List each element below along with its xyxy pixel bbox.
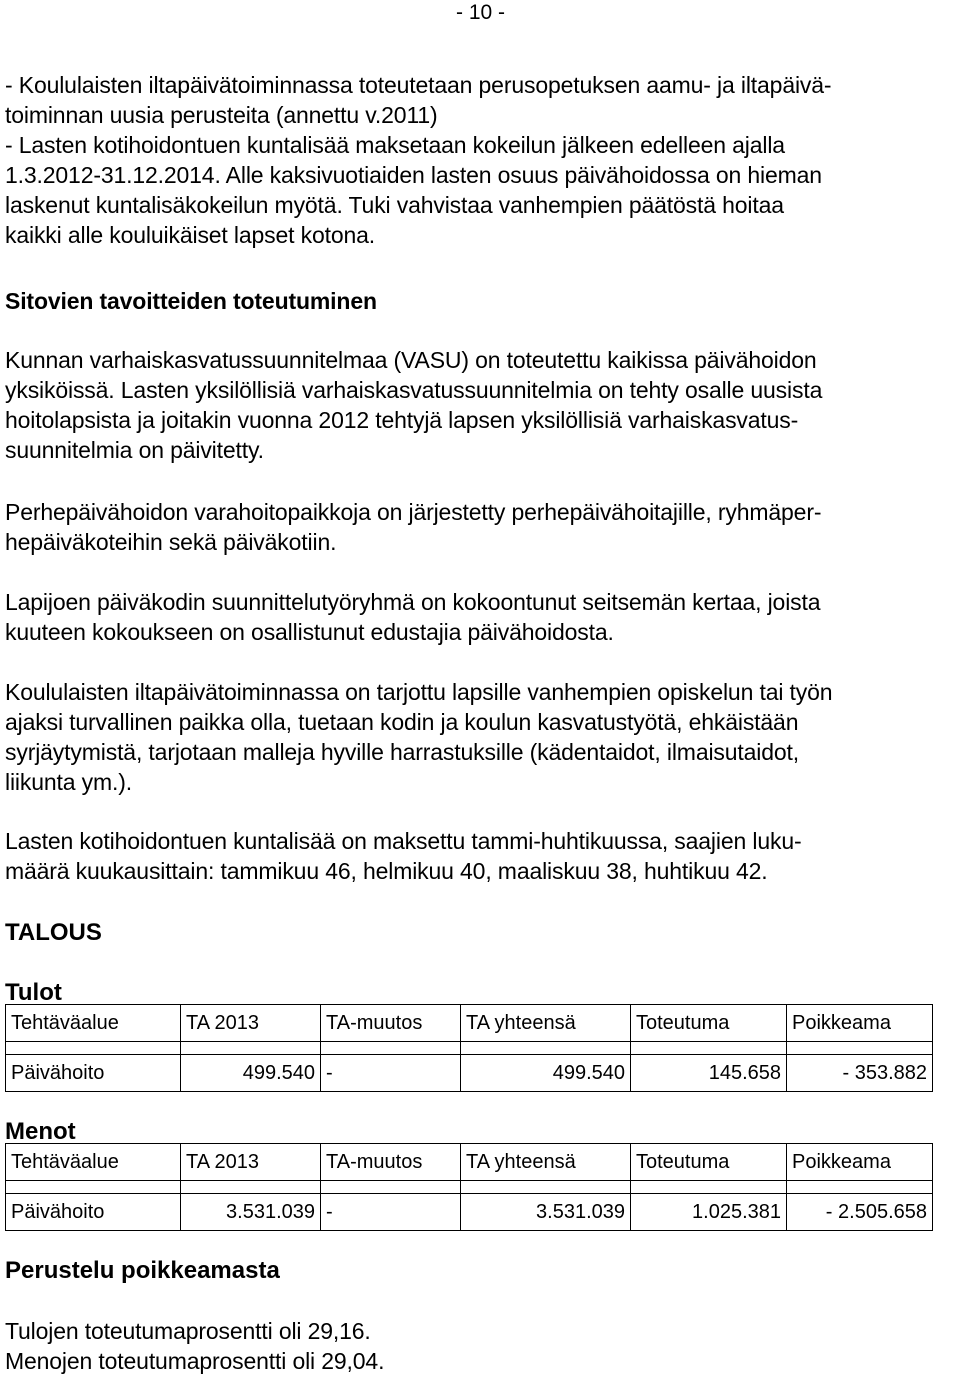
text-line: - Koululaisten iltapäivätoiminnassa toteutetaan perusopetuksen aamu- ja iltapäivä- [5,72,832,98]
column-header: TA-muutos [321,1144,461,1181]
intro-paragraph [5,70,960,250]
menot-heading: Menot [5,1118,76,1145]
text-line: Lasten kotihoidontuen kuntalisää on maksettu tammi-huhtikuussa, saajien luku- [5,828,802,854]
text-line: Koululaisten iltapäivätoiminnassa on tarjottu lapsille vanhempien opiskelun tai työn [5,679,833,705]
table-spacer [6,1042,933,1055]
perustelu-heading: Perustelu poikkeamasta [5,1257,280,1284]
table-cell: - [321,1194,461,1231]
text-line: ajaksi turvallinen paikka olla, tuetaan kodin ja koulun kasvatustyötä, ehkäistään [5,709,799,735]
column-header: Toteutuma [631,1144,787,1181]
column-header: Poikkeama [787,1005,933,1042]
text-line: määrä kuukausittain: tammikuu 46, helmikuu 40, maaliskuu 38, huhtikuu 42. [5,858,768,884]
column-header: Tehtäväalue [6,1144,181,1181]
column-header: TA yhteensä [461,1144,631,1181]
perhe-paragraph [5,497,960,557]
table-cell: 499.540 [181,1055,321,1092]
text-line: Kunnan varhaiskasvatussuunnitelmaa (VASU) on toteutettu kaikissa päivähoidon [5,347,817,373]
table-spacer [6,1181,933,1194]
text-line: - Lasten kotihoidontuen kuntalisää maksetaan kokeilun jälkeen edelleen ajalla [5,132,785,158]
text-line: Tulojen toteutumaprosentti oli 29,16. [5,1318,371,1344]
table-cell: 499.540 [461,1055,631,1092]
table-row [6,1194,933,1231]
vasu-paragraph [5,345,960,465]
text-line: hepäiväkoteihin sekä päiväkotiin. [5,529,337,555]
table-cell: - [321,1055,461,1092]
text-line: liikunta ym.). [5,769,132,795]
text-line: 1.3.2012-31.12.2014. Alle kaksivuotiaiden lasten osuus päivähoidossa on hieman [5,162,822,188]
table-cell: 3.531.039 [181,1194,321,1231]
table-cell: 3.531.039 [461,1194,631,1231]
column-header: TA 2013 [181,1005,321,1042]
text-line: laskenut kuntalisäkokeilun myötä. Tuki vahvistaa vanhempien päätöstä hoitaa [5,192,784,218]
column-header: Toteutuma [631,1005,787,1042]
text-line: suunnitelmia on päivitetty. [5,437,264,463]
text-line: kaikki alle kouluikäiset lapset kotona. [5,222,376,248]
table-cell: Päivähoito [6,1055,181,1092]
koululaiset-paragraph [5,677,960,797]
column-header: Tehtäväalue [6,1005,181,1042]
text-line: yksiköissä. Lasten yksilöllisiä varhaiskasvatussuunnitelmia on tehty osalle uusista [5,377,823,403]
kotihoito-paragraph [5,826,960,886]
table-cell: Päivähoito [6,1194,181,1231]
tulot-heading: Tulot [5,979,62,1006]
column-header: TA 2013 [181,1144,321,1181]
table-header-row [6,1005,933,1042]
column-header: Poikkeama [787,1144,933,1181]
text-line: syrjäytymistä, tarjotaan malleja hyville harrastuksille (kädentaidot, ilmaisutaidot, [5,739,800,765]
text-line: hoitolapsista ja joitakin vuonna 2012 tehtyjä lapsen yksilöllisiä varhaiskasvatus- [5,407,799,433]
text-line: Lapijoen päiväkodin suunnittelutyöryhmä on kokoontunut seitsemän kertaa, joista [5,589,821,615]
talous-heading: TALOUS [5,919,102,946]
table-cell: - 353.882 [787,1055,933,1092]
column-header: TA-muutos [321,1005,461,1042]
table-cell: - 2.505.658 [787,1194,933,1231]
lapijoki-paragraph [5,587,960,647]
table-row [6,1055,933,1092]
perustelu-paragraph [5,1316,960,1376]
text-line: toiminnan uusia perusteita (annettu v.2011) [5,102,438,128]
table-header-row [6,1144,933,1181]
goals-heading: Sitovien tavoitteiden toteutuminen [5,288,377,314]
text-line: Perhepäivähoidon varahoitopaikkoja on järjestetty perhepäivähoitajille, ryhmäper- [5,499,822,525]
menot-table [5,1143,933,1231]
column-header: TA yhteensä [461,1005,631,1042]
table-cell: 1.025.381 [631,1194,787,1231]
tulot-table [5,1004,933,1092]
table-cell: 145.658 [631,1055,787,1092]
page-number: - 10 - [456,1,506,24]
text-line: Menojen toteutumaprosentti oli 29,04. [5,1348,385,1374]
text-line: kuuteen kokoukseen on osallistunut edustajia päivähoidosta. [5,619,614,645]
